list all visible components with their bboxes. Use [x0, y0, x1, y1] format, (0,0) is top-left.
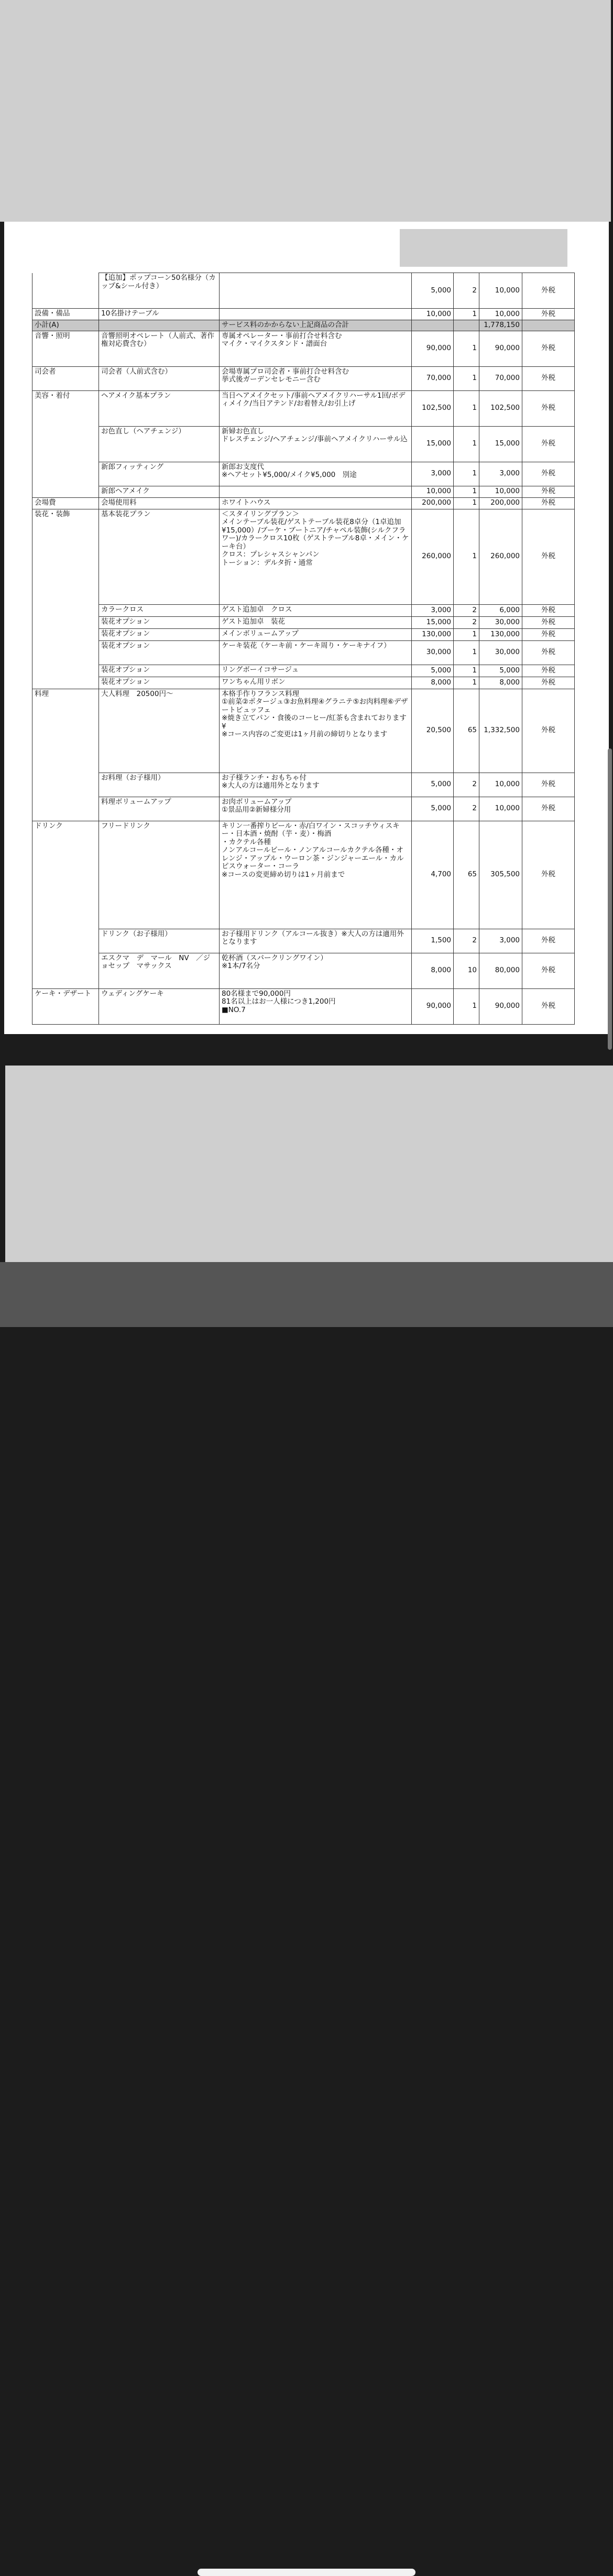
home-indicator[interactable] [198, 2569, 415, 2576]
category-cell: 音響・照明 [32, 331, 99, 366]
amount-cell: 3,000 [479, 929, 522, 953]
quantity-cell: 1 [454, 462, 479, 486]
quantity-cell: 1 [454, 426, 479, 462]
category-cell [32, 929, 99, 953]
unit-price-cell: 90,000 [412, 988, 454, 1024]
redacted-header-area [0, 0, 611, 222]
estimate-page [4, 222, 609, 1034]
quantity-cell: 1 [454, 640, 479, 665]
table-row [32, 773, 575, 797]
table-row [32, 309, 575, 320]
category-cell [32, 604, 99, 616]
category-cell: 設備・備品 [32, 309, 99, 320]
category-cell: 料理 [32, 689, 99, 773]
tax-cell: 外税 [522, 929, 575, 953]
category-cell [32, 462, 99, 486]
unit-price-cell: 200,000 [412, 497, 454, 509]
item-name-cell: 新郎ヘアメイク [99, 486, 220, 497]
unit-price-cell: 1,500 [412, 929, 454, 953]
quantity-cell: 1 [454, 486, 479, 497]
quantity-cell: 1 [454, 988, 479, 1024]
table-row [32, 390, 575, 426]
unit-price-cell: 70,000 [412, 366, 454, 390]
detail-cell [220, 486, 412, 497]
item-name-cell: フリードリンク [99, 821, 220, 929]
unit-price-cell: 5,000 [412, 665, 454, 677]
quantity-cell: 2 [454, 797, 479, 821]
unit-price-cell: 8,000 [412, 953, 454, 988]
amount-cell: 200,000 [479, 497, 522, 509]
redacted-box [400, 229, 567, 267]
quantity-cell: 2 [454, 773, 479, 797]
table-row [32, 677, 575, 689]
unit-price-cell: 5,000 [412, 273, 454, 309]
quantity-cell: 1 [454, 309, 479, 320]
table-row [32, 497, 575, 509]
tax-cell: 外税 [522, 689, 575, 773]
detail-cell: キリン一番搾りビール・赤/白ワイン・スコッチウィスキー・日本酒・焼酎（芋・麦）・梅酒 ・カクテル各種 ノンアルコールビール・ノンアルコールカクテル各種・オレンジ・アップル・ウーロン茶・ジンジャーエール・カルピスウォーター・コーラ ※コースの変更締め切りは1ヶ月前まで [220, 821, 412, 929]
item-name-cell [99, 320, 220, 331]
detail-cell: ホワイトハウス [220, 497, 412, 509]
amount-cell: 130,000 [479, 628, 522, 640]
unit-price-cell: 30,000 [412, 640, 454, 665]
amount-cell: 3,000 [479, 462, 522, 486]
detail-cell: お子様ランチ・おもちゃ付 ※大人の方は適用外となります [220, 773, 412, 797]
amount-cell: 10,000 [479, 797, 522, 821]
unit-price-cell: 8,000 [412, 677, 454, 689]
amount-cell: 90,000 [479, 988, 522, 1024]
unit-price-cell: 130,000 [412, 628, 454, 640]
quantity-cell: 65 [454, 689, 479, 773]
amount-cell: 305,500 [479, 821, 522, 929]
amount-cell: 260,000 [479, 509, 522, 604]
tax-cell: 外税 [522, 486, 575, 497]
item-name-cell: 装花オプション [99, 677, 220, 689]
item-name-cell: ウェディングケーキ [99, 988, 220, 1024]
category-cell [32, 616, 99, 628]
unit-price-cell: 10,000 [412, 309, 454, 320]
unit-price-cell: 20,500 [412, 689, 454, 773]
unit-price-cell [412, 320, 454, 331]
amount-cell: 30,000 [479, 640, 522, 665]
amount-cell: 90,000 [479, 331, 522, 366]
item-name-cell: ドリンク（お子様用） [99, 929, 220, 953]
item-name-cell: 新郎フィッティング [99, 462, 220, 486]
tax-cell: 外税 [522, 509, 575, 604]
quantity-cell [454, 320, 479, 331]
quantity-cell: 1 [454, 509, 479, 604]
category-cell: 小計(A) [32, 320, 99, 331]
detail-cell [220, 309, 412, 320]
table-row [32, 426, 575, 462]
amount-cell: 10,000 [479, 773, 522, 797]
category-cell [32, 426, 99, 462]
item-name-cell: カラークロス [99, 604, 220, 616]
unit-price-cell: 5,000 [412, 797, 454, 821]
table-row [32, 366, 575, 390]
quantity-cell: 1 [454, 331, 479, 366]
detail-cell: お子様用ドリンク（アルコール抜き）※大人の方は適用外となります [220, 929, 412, 953]
category-cell [32, 640, 99, 665]
category-cell: 司会者 [32, 366, 99, 390]
category-cell: ドリンク [32, 821, 99, 929]
detail-cell: ワンちゃん用リボン [220, 677, 412, 689]
scrollbar[interactable] [608, 748, 612, 1050]
tax-cell: 外税 [522, 462, 575, 486]
amount-cell: 8,000 [479, 677, 522, 689]
quantity-cell: 2 [454, 616, 479, 628]
item-name-cell: お料理（お子様用） [99, 773, 220, 797]
item-name-cell: ヘアメイク基本プラン [99, 390, 220, 426]
detail-cell: 新婦お色直し ドレスチェンジ/ヘアチェンジ/事前ヘアメイクリハーサル込 [220, 426, 412, 462]
tax-cell: 外税 [522, 640, 575, 665]
detail-cell: ゲスト追加卓 装花 [220, 616, 412, 628]
table-row [32, 331, 575, 366]
table-row [32, 604, 575, 616]
amount-cell: 5,000 [479, 665, 522, 677]
amount-cell: 10,000 [479, 486, 522, 497]
tax-cell: 外税 [522, 953, 575, 988]
amount-cell: 102,500 [479, 390, 522, 426]
amount-cell: 1,778,150 [479, 320, 522, 331]
item-name-cell: 料理ボリュームアップ [99, 797, 220, 821]
item-name-cell: 10名掛けテーブル [99, 309, 220, 320]
category-cell [32, 665, 99, 677]
amount-cell: 1,332,500 [479, 689, 522, 773]
detail-cell: リングボーイコサージュ [220, 665, 412, 677]
tax-cell: 外税 [522, 821, 575, 929]
item-name-cell: 【追加】ポップコーン50名様分（カップ&シール付き） [99, 273, 220, 309]
tax-cell: 外税 [522, 677, 575, 689]
item-name-cell: 会場使用料 [99, 497, 220, 509]
table-row [32, 273, 575, 309]
amount-cell: 6,000 [479, 604, 522, 616]
table-row [32, 953, 575, 988]
quantity-cell: 1 [454, 665, 479, 677]
tax-cell: 外税 [522, 773, 575, 797]
item-name-cell: 装花オプション [99, 628, 220, 640]
bottom-bar [0, 1262, 613, 1327]
quantity-cell: 1 [454, 390, 479, 426]
amount-cell: 30,000 [479, 616, 522, 628]
category-cell: 美容・着付 [32, 390, 99, 426]
unit-price-cell: 15,000 [412, 426, 454, 462]
detail-cell: サービス料のかからない上記商品の合計 [220, 320, 412, 331]
detail-cell: 本格手作りフランス料理 ①前菜②ポタージュ③お魚料理④グラニテ⑤お肉料理⑥デザートビュッフェ ※焼き立てパン・食後のコーヒー/紅茶も含まれております¥ ※コース内容のご変更は1ヶ月前の締切りとなります [220, 689, 412, 773]
tax-cell: 外税 [522, 628, 575, 640]
detail-cell: 会場専属プロ司会者・事前打合せ料含む 挙式後ガーデンセレモニー含む [220, 366, 412, 390]
tax-cell: 外税 [522, 273, 575, 309]
unit-price-cell: 5,000 [412, 773, 454, 797]
detail-cell: ＜スタイリングプラン＞ メインテーブル装花/ゲストテーブル装花8卓分（1卓追加¥15,000）/ブーケ・ブートニア/チャペル装飾(シルクフラワー)/カラークロス10枚（ゲストテーブル8卓・メイン・ケーキ台） クロス：プレシャスシャンパン トーション：デルタ折・通常 [220, 509, 412, 604]
table-row [32, 462, 575, 486]
category-cell [32, 486, 99, 497]
table-row [32, 988, 575, 1024]
item-name-cell: エスクマ デ マール NV ／ジョセップ マサックス [99, 953, 220, 988]
table-row [32, 616, 575, 628]
item-name-cell: 大人料理 20500円〜 [99, 689, 220, 773]
detail-cell: 乾杯酒（スパークリングワイン） ※1本/7名分 [220, 953, 412, 988]
category-cell: 会場費 [32, 497, 99, 509]
item-name-cell: 音響照明オペレート（人前式、著作権対応費含む） [99, 331, 220, 366]
item-name-cell: 司会者（人前式含む） [99, 366, 220, 390]
quantity-cell: 2 [454, 273, 479, 309]
tax-cell [522, 320, 575, 331]
table-row [32, 689, 575, 773]
tax-cell: 外税 [522, 331, 575, 366]
detail-cell: 新郎お支度代 ※ヘアセット¥5,000/メイク¥5,000 別途 [220, 462, 412, 486]
quantity-cell: 2 [454, 604, 479, 616]
tax-cell: 外税 [522, 309, 575, 320]
category-cell [32, 953, 99, 988]
table-row [32, 486, 575, 497]
item-name-cell: 装花オプション [99, 616, 220, 628]
detail-cell: メインボリュームアップ [220, 628, 412, 640]
unit-price-cell: 4,700 [412, 821, 454, 929]
quantity-cell: 65 [454, 821, 479, 929]
tax-cell: 外税 [522, 604, 575, 616]
category-cell: 装花・装飾 [32, 509, 99, 604]
quantity-cell: 10 [454, 953, 479, 988]
detail-cell: ゲスト追加卓 クロス [220, 604, 412, 616]
unit-price-cell: 3,000 [412, 462, 454, 486]
amount-cell: 80,000 [479, 953, 522, 988]
amount-cell: 10,000 [479, 273, 522, 309]
quantity-cell: 1 [454, 497, 479, 509]
table-row [32, 797, 575, 821]
amount-cell: 70,000 [479, 366, 522, 390]
redacted-footer-area [5, 1066, 613, 1262]
tax-cell: 外税 [522, 988, 575, 1024]
detail-cell: お肉ボリュームアップ ①景品用②新婦様分用 [220, 797, 412, 821]
quantity-cell: 1 [454, 628, 479, 640]
tax-cell: 外税 [522, 665, 575, 677]
tax-cell: 外税 [522, 797, 575, 821]
unit-price-cell: 3,000 [412, 604, 454, 616]
table-row [32, 929, 575, 953]
tax-cell: 外税 [522, 366, 575, 390]
detail-cell [220, 273, 412, 309]
unit-price-cell: 102,500 [412, 390, 454, 426]
category-cell: ケーキ・デザート [32, 988, 99, 1024]
detail-cell: 当日ヘアメイクセット/事前ヘアメイクリハーサル1回/ボディメイク/当日アテンド/お着替え/お引上げ [220, 390, 412, 426]
table-row [32, 509, 575, 604]
unit-price-cell: 10,000 [412, 486, 454, 497]
item-name-cell: お色直し（ヘアチェンジ） [99, 426, 220, 462]
item-name-cell: 基本装花プラン [99, 509, 220, 604]
table-row [32, 628, 575, 640]
category-cell [32, 677, 99, 689]
estimate-table [32, 273, 575, 1025]
table-row [32, 665, 575, 677]
category-cell [32, 628, 99, 640]
tax-cell: 外税 [522, 497, 575, 509]
item-name-cell: 装花オプション [99, 640, 220, 665]
quantity-cell: 2 [454, 929, 479, 953]
quantity-cell: 1 [454, 677, 479, 689]
tax-cell: 外税 [522, 616, 575, 628]
detail-cell: 専属オペレーター・事前打合せ料含む マイク・マイクスタンド・譜面台 [220, 331, 412, 366]
category-cell [32, 273, 99, 309]
amount-cell: 15,000 [479, 426, 522, 462]
table-row [32, 640, 575, 665]
unit-price-cell: 90,000 [412, 331, 454, 366]
category-cell [32, 797, 99, 821]
detail-cell: 80名様まで90,000円 81名以上はお一人様につき1,200円 ■NO.7 [220, 988, 412, 1024]
category-cell [32, 773, 99, 797]
table-row [32, 821, 575, 929]
subtotal-row [32, 320, 575, 331]
tax-cell: 外税 [522, 390, 575, 426]
amount-cell: 10,000 [479, 309, 522, 320]
detail-cell: ケーキ装花（ケーキ前・ケーキ周り・ケーキナイフ） [220, 640, 412, 665]
quantity-cell: 1 [454, 366, 479, 390]
unit-price-cell: 260,000 [412, 509, 454, 604]
item-name-cell: 装花オプション [99, 665, 220, 677]
unit-price-cell: 15,000 [412, 616, 454, 628]
tax-cell: 外税 [522, 426, 575, 462]
